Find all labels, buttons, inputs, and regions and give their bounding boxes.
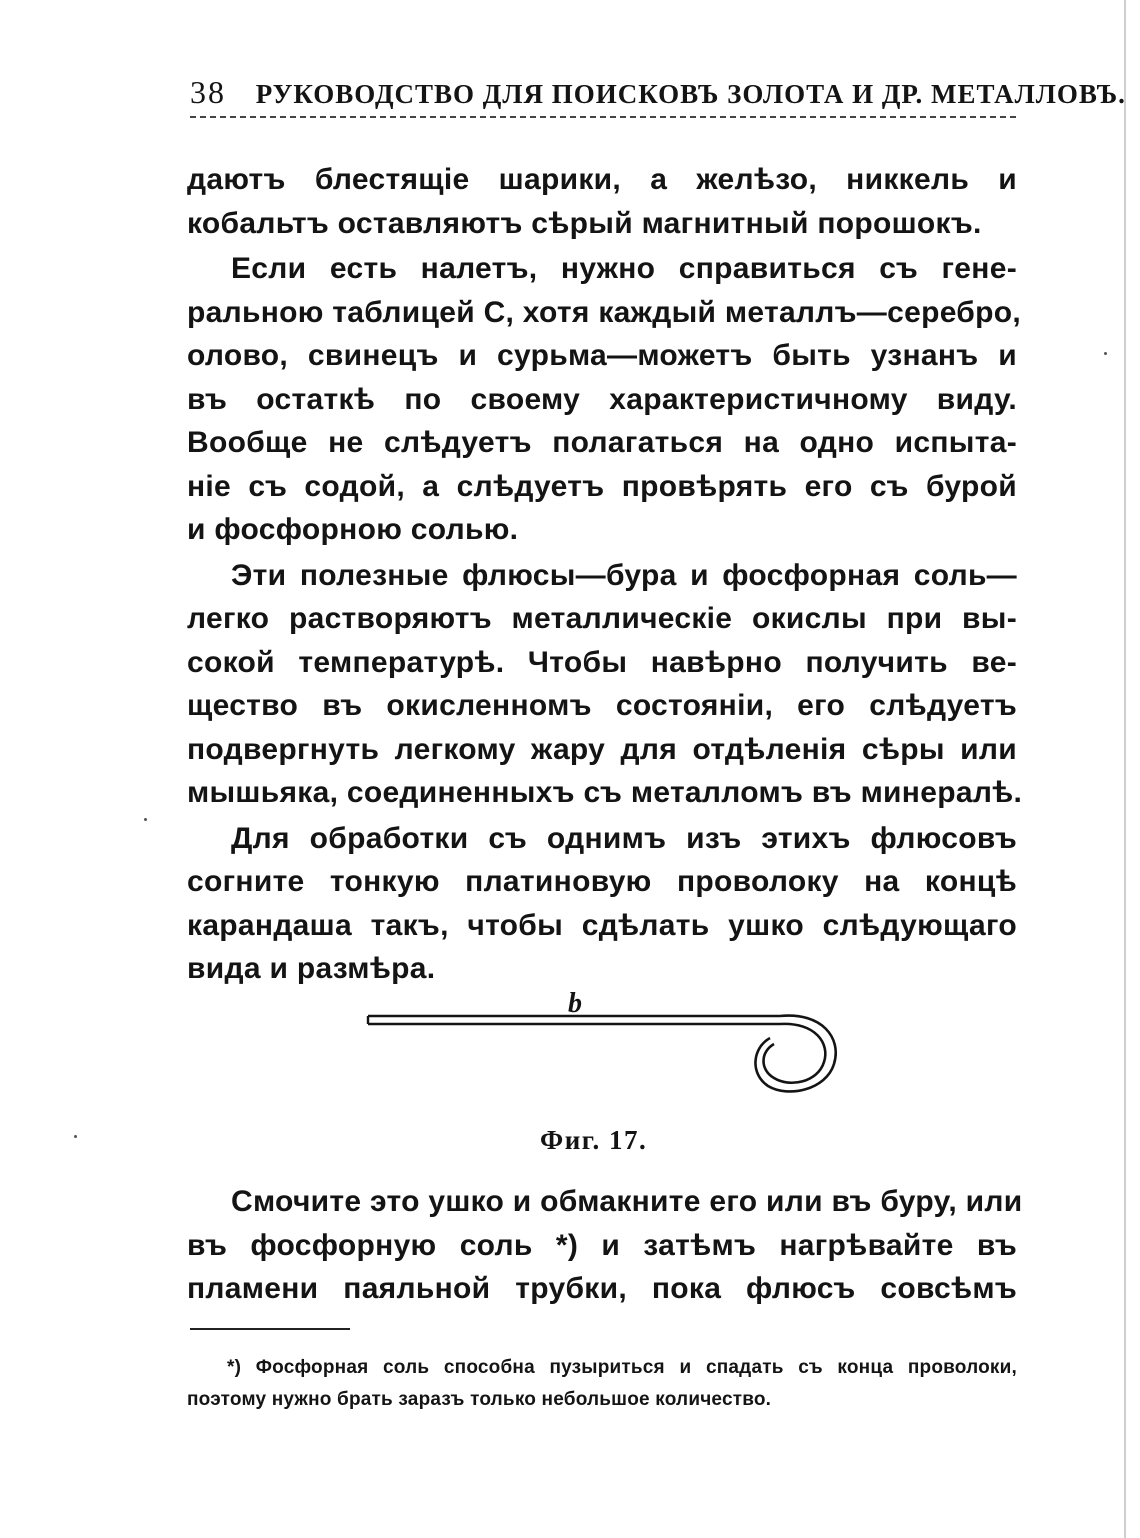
- text-line: и фосфорною солью.: [187, 513, 519, 546]
- text-line: олово, свинецъ и сурьма—можетъ быть узнанъ и: [187, 339, 1017, 372]
- text-line: вида и размѣра.: [187, 952, 436, 985]
- figure-label: b: [568, 990, 582, 1019]
- paper-speck: [74, 1135, 77, 1138]
- text-line: щество въ окисленномъ состояніи, его слѣдуетъ: [187, 689, 1017, 722]
- text-line: пламени паяльной трубки, пока флюсъ совсѣмъ: [187, 1272, 1017, 1305]
- footnote-line: *) Фосфорная соль способна пузыриться и спадать съ конца проволоки,: [227, 1357, 1017, 1378]
- figure-caption: Фиг. 17.: [540, 1125, 648, 1155]
- main-text-continued: [187, 1180, 1023, 1311]
- text-line: даютъ блестящіе шарики, а желѣзо, никкель и: [187, 163, 1017, 196]
- text-line: въ остаткѣ по своему характеристичному виду.: [187, 382, 1017, 416]
- text-line: Вообще не слѣдуетъ полагаться на одно испыта-: [187, 426, 1017, 459]
- figure-17-wire-loop: [360, 990, 850, 1100]
- paragraph-1: [187, 158, 1017, 245]
- footnote: [187, 1352, 1017, 1416]
- footnote-rule: [190, 1328, 350, 1330]
- text-line: согните тонкую платиновую проволоку на концѣ: [187, 865, 1017, 898]
- footnote-line: поэтому нужно брать заразъ только небольшое количество.: [187, 1389, 772, 1410]
- paragraph-3: [187, 554, 1023, 815]
- text-line: Эти полезные флюсы—бура и фосфорная соль—: [231, 558, 1017, 592]
- paragraph-2: [187, 247, 1022, 552]
- main-text: [187, 158, 1023, 991]
- paper-speck: [1104, 352, 1107, 355]
- wire-drawing: [368, 1016, 836, 1092]
- text-line: подвергнуть легкому жару для отдѣленія сѣры или: [187, 732, 1017, 766]
- text-line: мышьяка, соединенныхъ съ металломъ въ минералѣ.: [187, 776, 1023, 809]
- page-edge-line: [1124, 0, 1126, 1538]
- running-title: РУКОВОДСТВО ДЛЯ ПОИСКОВЪ ЗОЛОТА И ДР. МЕТАЛЛОВЪ.: [255, 79, 1126, 109]
- text-line: легко растворяютъ металлическіе окислы при вы-: [187, 602, 1017, 635]
- page-number: 38: [190, 74, 226, 110]
- text-line: сокой температурѣ. Чтобы навѣрно получить ве-: [187, 645, 1017, 679]
- header-rule: [190, 116, 1016, 118]
- paragraph-5: [187, 1180, 1023, 1311]
- wire-loop-illustration: [360, 990, 850, 1100]
- text-line: ніе съ содой, а слѣдуетъ провѣрять его съ бурой: [187, 469, 1017, 503]
- paper-speck: [144, 818, 147, 821]
- text-line: Если есть налетъ, нужно справиться съ гене-: [231, 252, 1017, 285]
- text-line: карандаша такъ, чтобы сдѣлать ушко слѣдующаго: [187, 908, 1017, 942]
- text-line: Смочите это ушко и обмакните его или въ буру, или: [231, 1185, 1023, 1218]
- paragraph-4: [187, 817, 1017, 991]
- running-header: [190, 74, 1126, 111]
- text-line: ральною таблицей C, хотя каждый металлъ—серебро,: [187, 295, 1022, 329]
- text-line: Для обработки съ однимъ изъ этихъ флюсовъ: [231, 821, 1017, 855]
- text-line: кобальтъ оставляютъ сѣрый магнитный порошокъ.: [187, 206, 982, 240]
- text-line: въ фосфорную соль *) и затѣмъ нагрѣвайте въ: [187, 1228, 1017, 1262]
